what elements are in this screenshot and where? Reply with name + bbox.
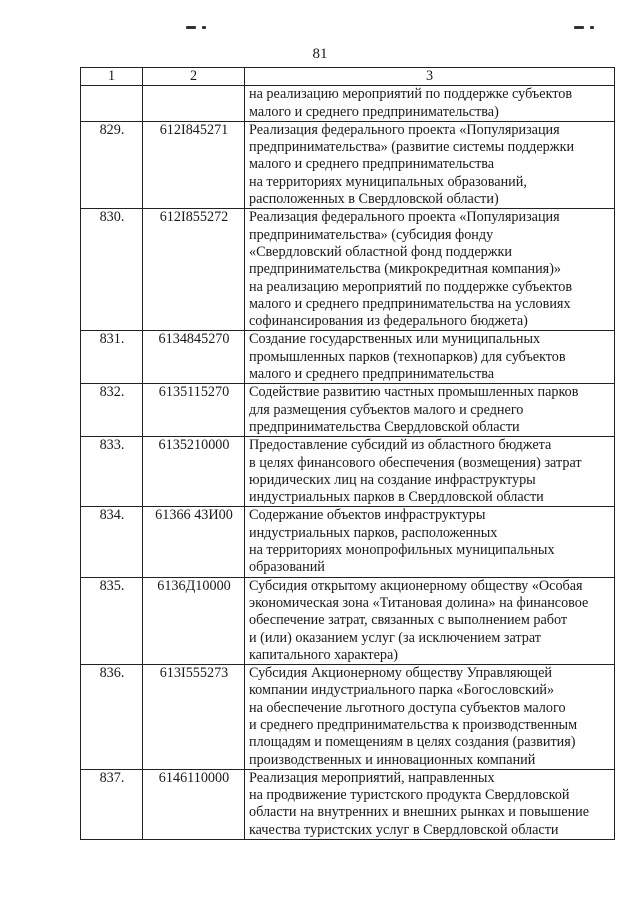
row-number: 830. (81, 209, 143, 331)
description-line: предпринимательства Свердловской области (249, 418, 520, 435)
description-line: расположенных в Свердловской области) (249, 191, 499, 208)
table-row (81, 577, 615, 664)
table-row (81, 665, 615, 770)
row-number: 834. (81, 507, 143, 577)
description-line: в целях финансового обеспечения (возмещения) затрат (249, 454, 582, 471)
scan-mark (590, 26, 594, 29)
row-number: 833. (81, 437, 143, 507)
description-line: малого и среднего предпринимательства (249, 156, 495, 173)
description-line: малого и среднего предпринимательства) (249, 103, 499, 120)
description-line: площадям и помещениям в целях создания (развития) (249, 734, 576, 751)
description-line: Содержание объектов инфраструктуры (249, 507, 486, 524)
row-description (245, 331, 615, 384)
description-line: Создание государственных или муниципальных (249, 331, 541, 348)
description-line: юридических лиц на создание инфраструктуры (249, 471, 536, 488)
row-description (245, 665, 615, 770)
row-code: 61366 43И00 (143, 507, 245, 577)
row-code (143, 86, 245, 122)
description-line: на продвижение туристского продукта Свердловской (249, 787, 570, 804)
column-header-code: 2 (143, 68, 245, 86)
row-number: 829. (81, 121, 143, 208)
table-row (81, 121, 615, 208)
table-body (81, 86, 615, 840)
description-line: Реализация федерального проекта «Популяризация (249, 209, 560, 226)
description-line: предпринимательства» (субсидия фонду (249, 226, 494, 243)
description-line: на реализацию мероприятий по поддержке субъектов (249, 86, 573, 103)
row-code: 6135210000 (143, 437, 245, 507)
description-line: предпринимательства (микрокредитная компания)» (249, 261, 562, 278)
table-row (81, 209, 615, 331)
row-number: 836. (81, 665, 143, 770)
description-line: образований (249, 559, 325, 576)
row-description (245, 769, 615, 839)
description-line: капитального характера) (249, 646, 399, 663)
row-description (245, 507, 615, 577)
description-line: индустриальных парков в Свердловской области (249, 489, 544, 506)
description-line: на обеспечение льготного доступа субъектов малого (249, 699, 566, 716)
row-code: 612I845271 (143, 121, 245, 208)
row-number: 835. (81, 577, 143, 664)
table-row (81, 331, 615, 384)
row-description (245, 384, 615, 437)
table-row (81, 384, 615, 437)
description-line: на территориях муниципальных образований, (249, 173, 527, 190)
description-line: «Свердловский областной фонд поддержки (249, 243, 513, 260)
scan-artifacts (0, 26, 640, 34)
description-line: и (или) оказанием услуг (за исключением затрат (249, 629, 541, 646)
description-line: Субсидия Акционерному обществу Управляющей (249, 665, 552, 682)
row-code: 6135115270 (143, 384, 245, 437)
row-code: 6146110000 (143, 769, 245, 839)
column-header-number: 1 (81, 68, 143, 86)
description-line: на реализацию мероприятий по поддержке субъектов (249, 278, 573, 295)
description-line: софинансирования из федерального бюджета) (249, 313, 528, 330)
table-row (81, 86, 615, 122)
description-line: Субсидия открытому акционерному обществу «Особая (249, 577, 583, 594)
description-line: Содействие развитию частных промышленных парков (249, 384, 579, 401)
description-line: Предоставление субсидий из областного бюджета (249, 437, 552, 454)
description-line: малого и среднего предпринимательства (249, 366, 495, 383)
row-description (245, 121, 615, 208)
description-line: на территориях монопрофильных муниципальных (249, 542, 555, 559)
description-line: и среднего предпринимательства к производственным (249, 716, 578, 733)
description-line: малого и среднего предпринимательства на условиях (249, 295, 571, 312)
row-number: 831. (81, 331, 143, 384)
description-line: области на внутренних и внешних рынках и повышение (249, 804, 590, 821)
description-line: предпринимательства» (развитие системы поддержки (249, 139, 575, 156)
row-code: 6136Д10000 (143, 577, 245, 664)
row-number (81, 86, 143, 122)
description-line: качества туристских услуг в Свердловской области (249, 821, 559, 838)
budget-classification-table (80, 67, 615, 840)
scan-mark (202, 26, 206, 29)
row-code: 6134845270 (143, 331, 245, 384)
description-line: для размещения субъектов малого и среднего (249, 401, 524, 418)
table-row (81, 437, 615, 507)
row-number: 832. (81, 384, 143, 437)
scan-mark (574, 26, 584, 29)
row-description (245, 577, 615, 664)
row-description (245, 437, 615, 507)
row-description (245, 209, 615, 331)
description-line: индустриальных парков, расположенных (249, 524, 498, 541)
description-line: Реализация мероприятий, направленных (249, 769, 495, 786)
description-line: обеспечение затрат, связанных с выполнением работ (249, 612, 568, 629)
row-description (245, 86, 615, 122)
row-code: 613I555273 (143, 665, 245, 770)
row-code: 612I855272 (143, 209, 245, 331)
description-line: производственных и инновационных компаний (249, 751, 536, 768)
table-row (81, 507, 615, 577)
table-header-row (81, 68, 615, 86)
table-row (81, 769, 615, 839)
description-line: Реализация федерального проекта «Популяризация (249, 121, 560, 138)
row-number: 837. (81, 769, 143, 839)
column-header-description: 3 (245, 68, 615, 86)
page-number: 81 (312, 46, 328, 62)
description-line: экономическая зона «Титановая долина» на финансовое (249, 594, 589, 611)
scan-mark (186, 26, 196, 29)
description-line: компании индустриального парка «Богословский» (249, 682, 555, 699)
description-line: промышленных парков (технопарков) для субъектов (249, 348, 566, 365)
